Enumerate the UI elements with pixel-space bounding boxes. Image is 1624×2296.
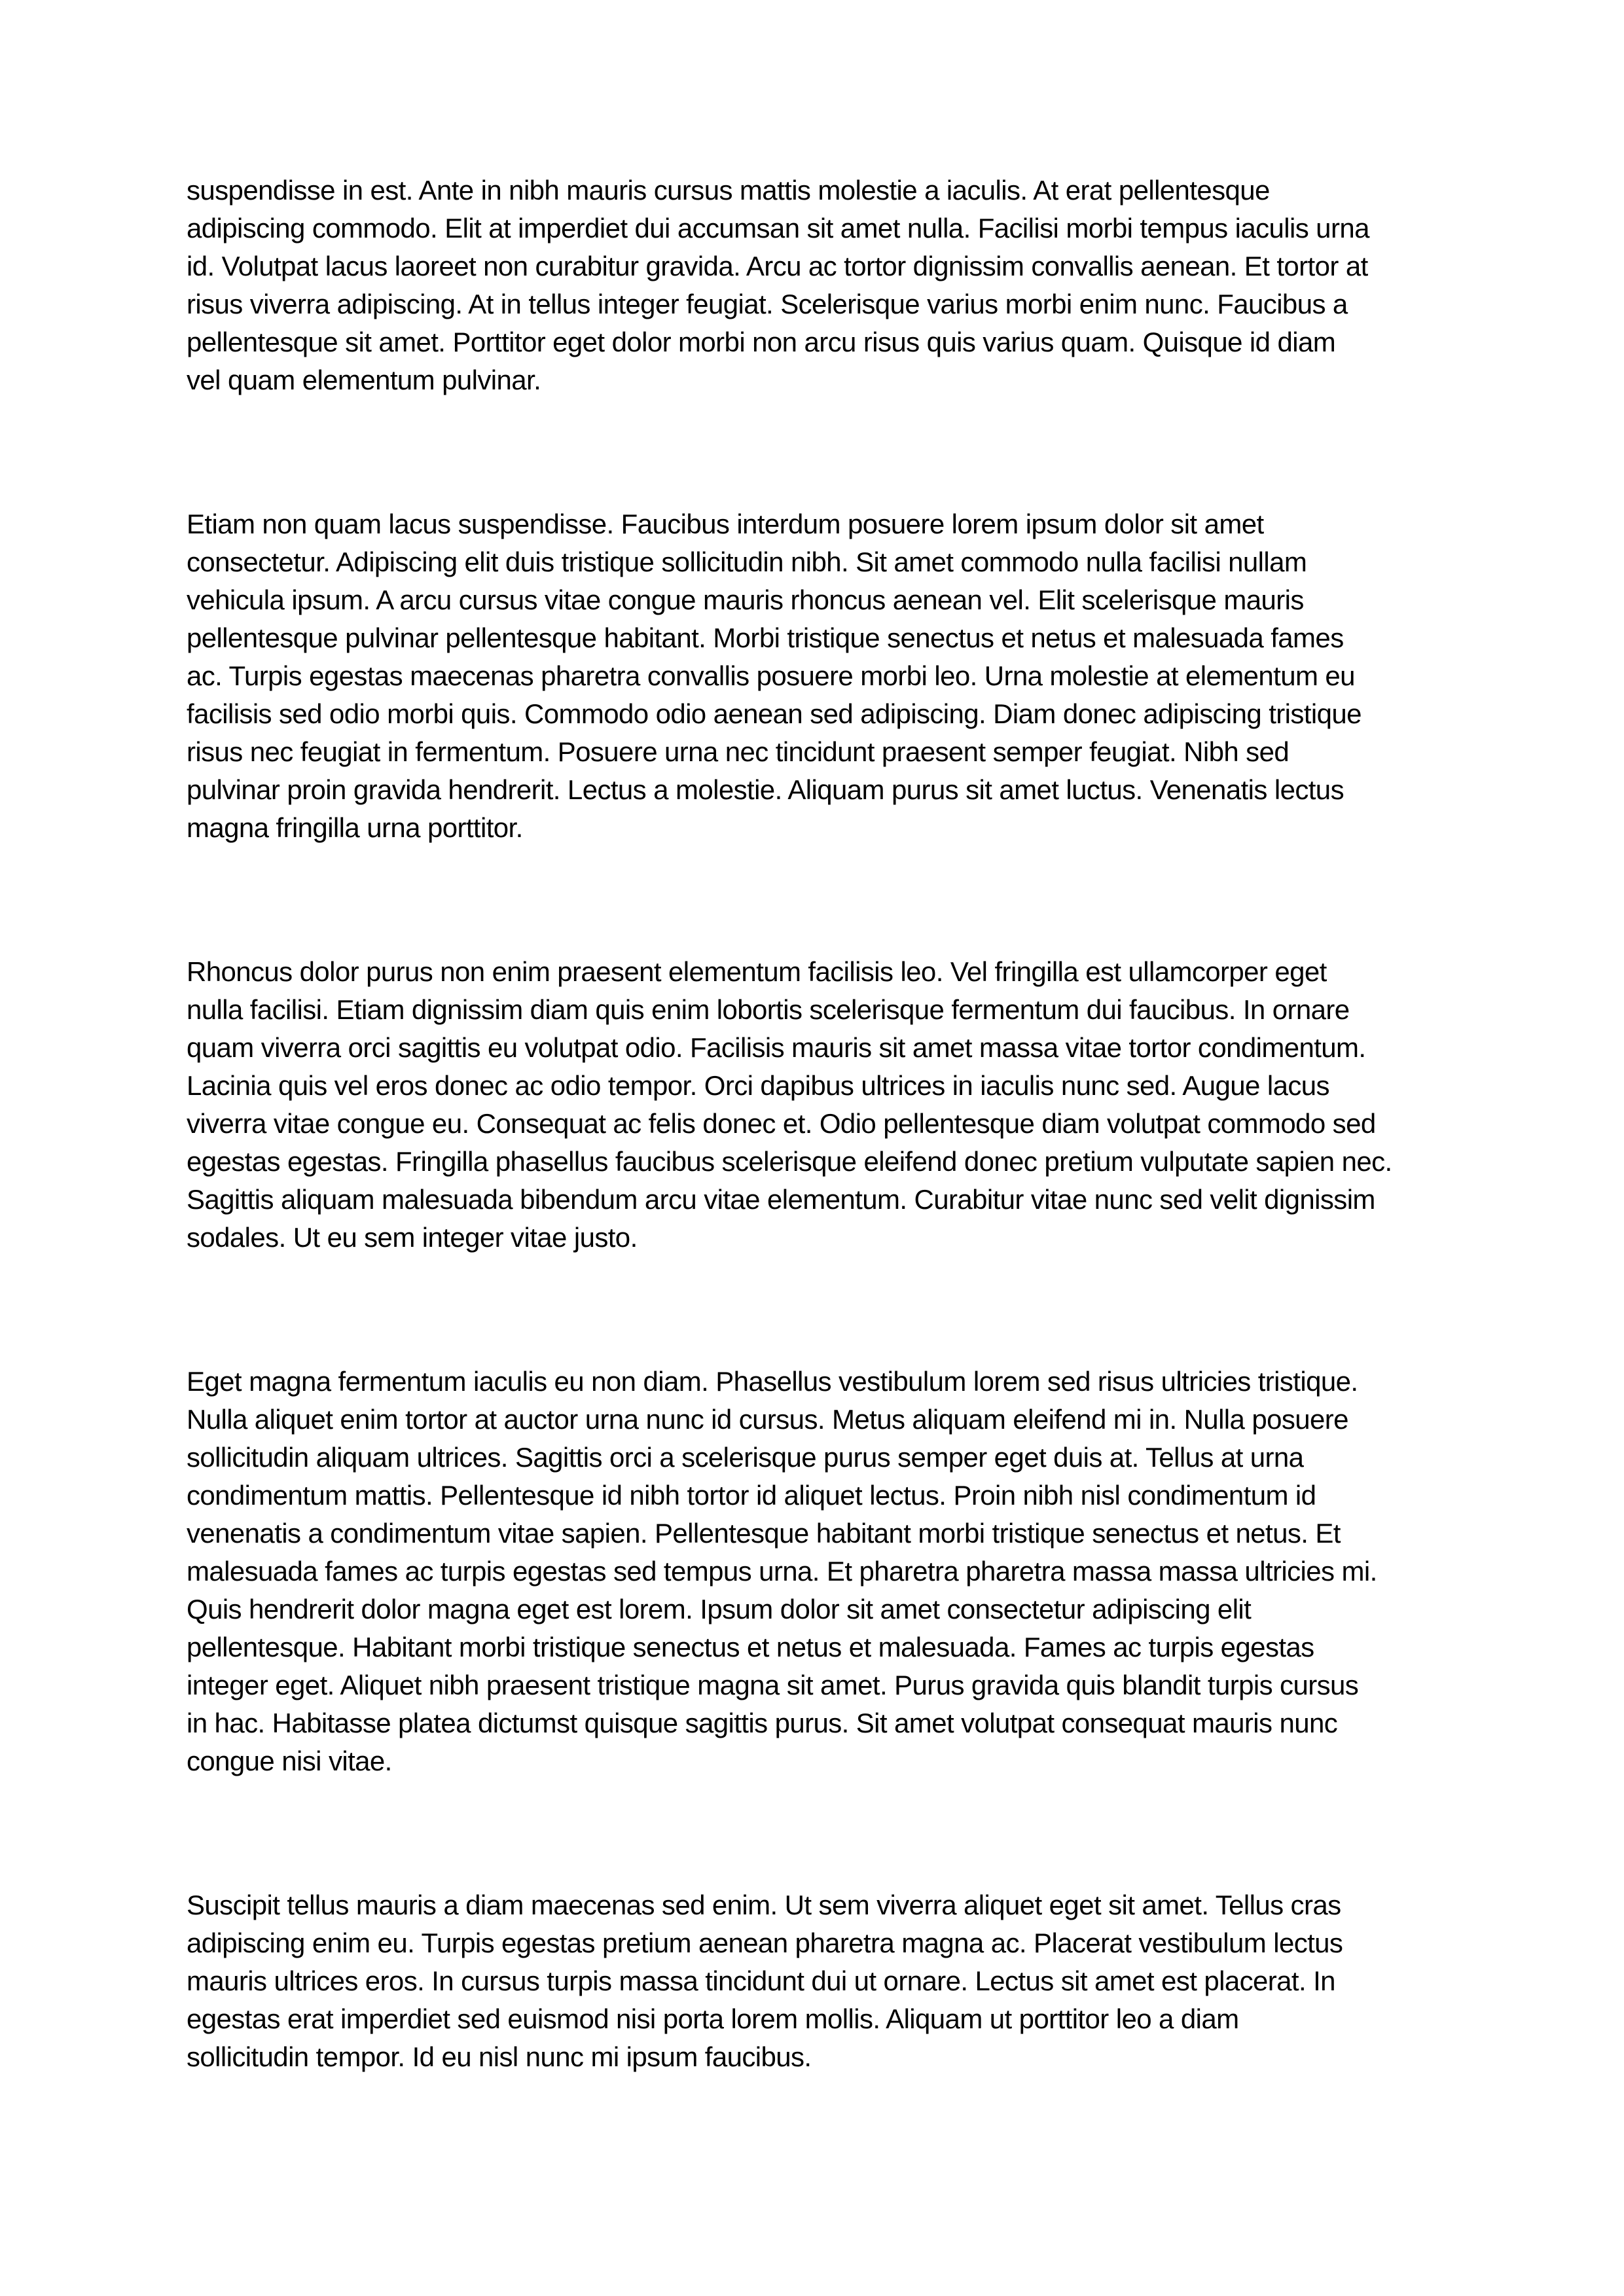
text-line: ac. Turpis egestas maecenas pharetra convallis posuere morbi leo. Urna molestie at elementum eu xyxy=(187,660,1355,691)
text-line: Lacinia quis vel eros donec ac odio tempor. Orci dapibus ultrices in iaculis nunc sed. Augue lacus xyxy=(187,1070,1329,1101)
text-line: quam viverra orci sagittis eu volutpat odio. Facilisis mauris sit amet massa vitae tortor condimentum. xyxy=(187,1032,1366,1063)
text-line: facilisis sed odio morbi quis. Commodo odio aenean sed adipiscing. Diam donec adipiscing tristique xyxy=(187,698,1362,729)
text-line: nulla facilisi. Etiam dignissim diam quis enim lobortis scelerisque fermentum dui faucibus. In ornare xyxy=(187,994,1350,1025)
text-line: pellentesque sit amet. Porttitor eget dolor morbi non arcu risus quis varius quam. Quisque id diam xyxy=(187,327,1336,357)
text-line: pellentesque. Habitant morbi tristique senectus et netus et malesuada. Fames ac turpis egestas xyxy=(187,1632,1314,1662)
paragraph xyxy=(187,1363,1430,1780)
text-line: risus nec feugiat in fermentum. Posuere urna nec tincidunt praesent semper feugiat. Nibh sed xyxy=(187,736,1290,767)
text-line: integer eget. Aliquet nibh praesent tristique magna sit amet. Purus gravida quis blandit turpis cursus xyxy=(187,1670,1359,1700)
text-line: sollicitudin aliquam ultrices. Sagittis orci a scelerisque purus semper eget duis at. Tellus at urna xyxy=(187,1442,1304,1473)
text-line: viverra vitae congue eu. Consequat ac felis donec et. Odio pellentesque diam volutpat commodo sed xyxy=(187,1108,1376,1139)
paragraph xyxy=(187,171,1430,399)
text-line: sodales. Ut eu sem integer vitae justo. xyxy=(187,1222,638,1253)
text-line: Sagittis aliquam malesuada bibendum arcu vitae elementum. Curabitur vitae nunc sed velit dignissim xyxy=(187,1184,1375,1215)
text-line: consectetur. Adipiscing elit duis tristique sollicitudin nibh. Sit amet commodo nulla facilisi nullam xyxy=(187,547,1307,577)
text-line: Etiam non quam lacus suspendisse. Faucibus interdum posuere lorem ipsum dolor sit amet xyxy=(187,509,1264,539)
text-line: Rhoncus dolor purus non enim praesent elementum facilisis leo. Vel fringilla est ullamcorper eget xyxy=(187,956,1327,987)
text-line: adipiscing enim eu. Turpis egestas pretium aenean pharetra magna ac. Placerat vestibulum lectus xyxy=(187,1928,1343,1958)
text-line: pulvinar proin gravida hendrerit. Lectus a molestie. Aliquam purus sit amet luctus. Venenatis lectus xyxy=(187,774,1344,805)
text-line: Nulla aliquet enim tortor at auctor urna nunc id cursus. Metus aliquam eleifend mi in. Nulla posuere xyxy=(187,1404,1348,1435)
text-line: condimentum mattis. Pellentesque id nibh tortor id aliquet lectus. Proin nibh nisl condimentum id xyxy=(187,1480,1316,1511)
text-line: egestas egestas. Fringilla phasellus faucibus scelerisque eleifend donec pretium vulputate sapien nec. xyxy=(187,1146,1392,1177)
text-line: venenatis a condimentum vitae sapien. Pellentesque habitant morbi tristique senectus et netus. Et xyxy=(187,1518,1341,1549)
text-line: Quis hendrerit dolor magna eget est lorem. Ipsum dolor sit amet consectetur adipiscing elit xyxy=(187,1594,1252,1624)
text-line: adipiscing commodo. Elit at imperdiet dui accumsan sit amet nulla. Facilisi morbi tempus iaculis urna xyxy=(187,213,1369,243)
text-line: malesuada fames ac turpis egestas sed tempus urna. Et pharetra pharetra massa massa ultricies mi. xyxy=(187,1556,1377,1587)
text-line: vel quam elementum pulvinar. xyxy=(187,365,541,395)
text-line: pellentesque pulvinar pellentesque habitant. Morbi tristique senectus et netus et malesuada fames xyxy=(187,622,1344,653)
text-body xyxy=(187,171,1430,2076)
text-line: egestas erat imperdiet sed euismod nisi porta lorem mollis. Aliquam ut porttitor leo a diam xyxy=(187,2003,1239,2034)
text-line: Suscipit tellus mauris a diam maecenas sed enim. Ut sem viverra aliquet eget sit amet. Tellus cras xyxy=(187,1890,1341,1920)
paragraph xyxy=(187,1886,1430,2076)
text-line: id. Volutpat lacus laoreet non curabitur gravida. Arcu ac tortor dignissim convallis aenean. Et tortor at xyxy=(187,251,1368,281)
text-line: risus viverra adipiscing. At in tellus integer feugiat. Scelerisque varius morbi enim nunc. Faucibus a xyxy=(187,289,1348,319)
text-line: mauris ultrices eros. In cursus turpis massa tincidunt dui ut ornare. Lectus sit amet est placerat. In xyxy=(187,1965,1335,1996)
text-line: congue nisi vitae. xyxy=(187,1746,392,1776)
text-line: magna fringilla urna porttitor. xyxy=(187,812,523,843)
paragraph xyxy=(187,505,1430,847)
text-line: Eget magna fermentum iaculis eu non diam. Phasellus vestibulum lorem sed risus ultricies tristique. xyxy=(187,1366,1358,1397)
paragraph xyxy=(187,953,1430,1257)
text-line: sollicitudin tempor. Id eu nisl nunc mi ipsum faucibus. xyxy=(187,2041,812,2072)
text-line: suspendisse in est. Ante in nibh mauris cursus mattis molestie a iaculis. At erat pellentesque xyxy=(187,175,1270,206)
text-line: vehicula ipsum. A arcu cursus vitae congue mauris rhoncus aenean vel. Elit scelerisque mauris xyxy=(187,584,1304,615)
text-line: in hac. Habitasse platea dictumst quisque sagittis purus. Sit amet volutpat consequat mauris nunc xyxy=(187,1708,1338,1738)
